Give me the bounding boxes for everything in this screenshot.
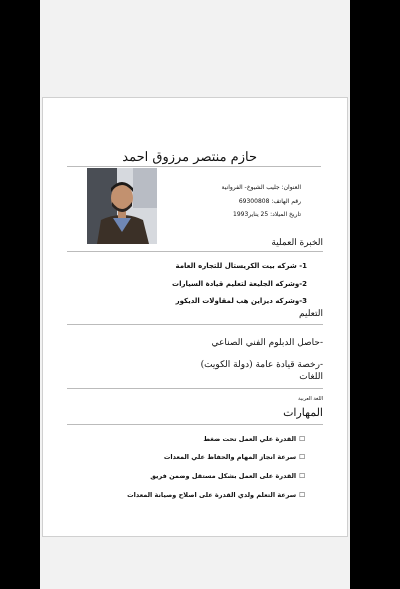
experience-item: 2-وشركه الجليعة لتعليم قيادة السيارات: [172, 280, 307, 288]
education-item: -حاصل الدبلوم الفني الصناعي: [211, 338, 323, 348]
address-value: جليب الشيوخ- الفروانية: [221, 184, 280, 191]
education-heading: التعليم: [299, 309, 323, 319]
skill-item: [164, 453, 305, 461]
resume-page: [42, 97, 348, 537]
checkbox-icon: ☐: [299, 435, 305, 443]
candidate-name: حازم منتصر مرزوق احمد: [122, 150, 257, 165]
skill-text: القدرة علي العمل تحت ضغط: [203, 435, 297, 443]
skill-item: [127, 491, 305, 499]
phone-label: رقم الهاتف:: [271, 198, 301, 205]
skill-item: [150, 472, 305, 480]
checkbox-icon: ☐: [299, 491, 305, 499]
skill-text: سرعة انجاز المهام والحفاظ علي المعدات: [163, 453, 297, 461]
divider: [67, 166, 321, 167]
profile-photo: [87, 168, 157, 244]
skills-heading: المهارات: [283, 406, 323, 419]
divider: [67, 388, 323, 389]
divider: [67, 251, 323, 252]
dob-label: تاريخ الميلاد:: [270, 211, 301, 218]
skill-text: القدرة على العمل بشكل مستقل وضمن فريق: [150, 472, 297, 480]
address-label: العنوان:: [281, 184, 301, 191]
checkbox-icon: ☐: [299, 453, 305, 461]
divider: [67, 324, 323, 325]
language-item: اللغة العربية: [298, 396, 323, 402]
dob-value: 25 يناير1993: [233, 211, 269, 218]
checkbox-icon: ☐: [299, 472, 305, 480]
phone-value: 69300808: [238, 198, 270, 205]
skill-item: [203, 435, 305, 443]
dob-row: [233, 211, 301, 218]
phone-row: [239, 198, 301, 205]
experience-heading: الخبرة العملية: [271, 238, 323, 248]
experience-item: 3-وشركه ديزاين هب لمقاولات الديكور: [175, 297, 307, 305]
divider: [67, 424, 323, 425]
address-row: [222, 184, 301, 191]
education-item: -رخصة قيادة عامة (دولة الكويت): [200, 360, 323, 370]
experience-item: 1- شركه بيت الكريستال للتجاره العامة: [175, 262, 307, 270]
skill-text: سرعة التعلم ولدي القدرة على اصلاح وصيانة المعدات: [127, 491, 297, 499]
languages-heading: اللغات: [299, 372, 323, 382]
